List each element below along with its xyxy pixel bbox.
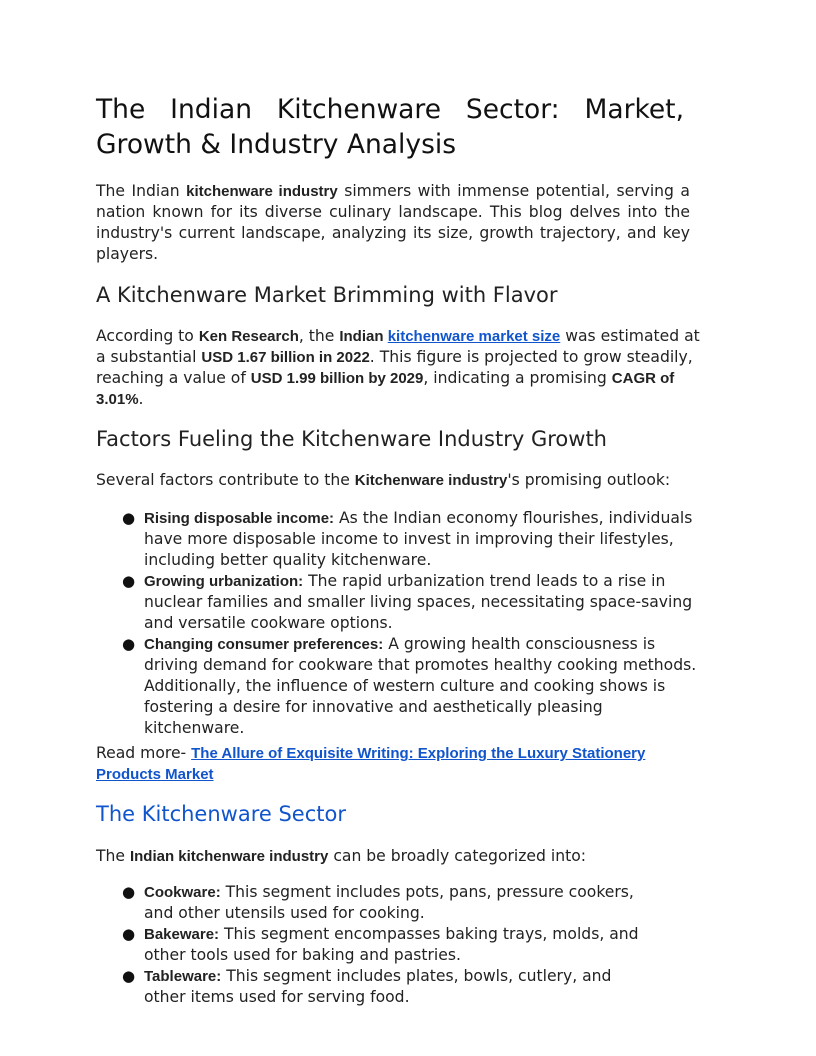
bold-ken-research: Ken Research xyxy=(198,328,299,345)
bold-indian: Indian xyxy=(339,328,388,345)
bullet-icon: ● xyxy=(122,883,136,901)
list-item: ● Tableware: This segment includes plates, bowls, cutlery, and other items used for serving food. xyxy=(122,967,612,1006)
bold-usd-2029: USD 1.99 billion by 2029 xyxy=(250,370,424,387)
products-market-link[interactable]: Products Market xyxy=(96,766,214,783)
luxury-stationery-link[interactable]: The Allure of Exquisite Writing: Exploring the Luxury Stationery xyxy=(191,745,646,762)
sector-intro-paragraph: The Indian kitchenware industry can be broadly categorized into: xyxy=(96,847,586,865)
factors-intro-paragraph: Several factors contribute to the Kitchenware industry's promising outlook: xyxy=(96,471,671,489)
bold-kitchenware-industry: Kitchenware industry xyxy=(354,472,508,489)
section3-heading: The Kitchenware Sector xyxy=(96,802,346,826)
bullet-icon: ● xyxy=(122,509,136,527)
page-title: The Indian Kitchenware Sector: Market, Growth & Industry Analysis xyxy=(96,94,684,160)
bold-indian-kitchenware-industry: Indian kitchenware industry xyxy=(129,848,329,865)
list-item: ● Rising disposable income: As the Indian economy flourishes, individuals have more disposable income to invest in improving their lifestyles, including better quality kitchenware. xyxy=(122,509,693,569)
read-more-paragraph: Read more- The Allure of Exquisite Writing: Exploring the Luxury Stationery Products Market xyxy=(96,744,646,783)
intro-bold-kitchenware-industry: kitchenware industry xyxy=(186,183,338,200)
list-item: ● Changing consumer preferences: A growing health consciousness is driving demand for cookware that promotes healthy cooking methods. Additionally, the influence of western culture and cooking shows is fostering a desire for innovative and aesthetically pleasing kitchenware. xyxy=(122,635,697,737)
kitchenware-market-size-link[interactable]: kitchenware market size xyxy=(387,328,561,345)
list-item: ● Bakeware: This segment encompasses baking trays, molds, and other tools used for baking and pastries. xyxy=(122,925,639,964)
bullet-icon: ● xyxy=(122,635,136,653)
list-item: ● Cookware: This segment includes pots, pans, pressure cookers, and other utensils used for cooking. xyxy=(122,883,634,922)
section2-heading: Factors Fueling the Kitchenware Industry Growth xyxy=(96,427,607,451)
bold-cagr: CAGR of 3.01% xyxy=(96,370,675,408)
list-item: ● Growing urbanization: The rapid urbanization trend leads to a rise in nuclear families and smaller living spaces, necessitating space-saving and versatile cookware options. xyxy=(122,572,693,632)
bold-usd-2022: USD 1.67 billion in 2022 xyxy=(201,349,370,366)
bullet-icon: ● xyxy=(122,925,136,943)
bullet-icon: ● xyxy=(122,572,136,590)
intro-paragraph: The Indian kitchenware industry simmers with immense potential, serving a nation known for its diverse culinary landscape. This blog delves into the industry's current landscape, analyzing its size, growth trajectory, and key players. xyxy=(96,182,690,263)
sector-list xyxy=(122,882,656,1008)
factors-list xyxy=(122,508,700,739)
section1-heading: A Kitchenware Market Brimming with Flavor xyxy=(96,283,558,307)
bullet-icon: ● xyxy=(122,967,136,985)
market-size-paragraph: According to Ken Research, the Indian kitchenware market size was estimated at a substantial USD 1.67 billion in 2022. This figure is projected to grow steadily, reaching a value of USD 1.99 billion by 2029, indicating a promising CAGR of 3.01%. xyxy=(96,327,700,408)
